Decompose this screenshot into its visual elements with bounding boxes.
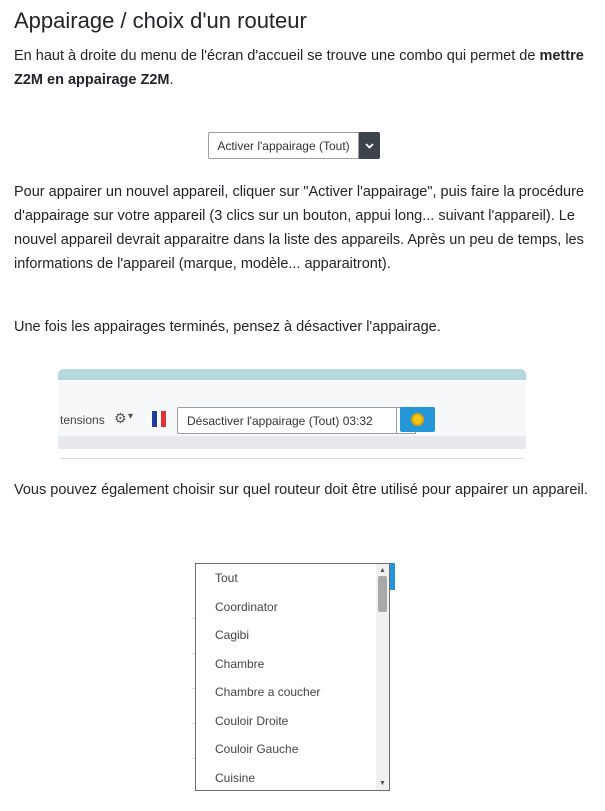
toolbar-screenshot-figure: [58, 369, 526, 451]
divider: [60, 458, 523, 459]
router-select-dropdown[interactable]: [195, 563, 390, 791]
toolbar-bottom-strip: [58, 436, 526, 449]
router-option[interactable]: Cuisine: [215, 770, 256, 785]
header-strip: [58, 369, 526, 380]
scrollbar-thumb[interactable]: [378, 576, 387, 612]
chevron-down-icon[interactable]: [359, 132, 380, 159]
intro-strong: mettre Z2M en appairage Z2M: [14, 48, 584, 88]
router-option[interactable]: Couloir Gauche: [215, 742, 299, 756]
page-title: Appairage / choix d'un routeur: [14, 8, 307, 33]
intro-paragraph: [14, 44, 594, 92]
router-choice-paragraph: Vous pouvez également choisir sur quel routeur doit être utilisé pour appairer un appareil.: [14, 482, 588, 498]
router-option-list: [196, 564, 376, 791]
gear-icon[interactable]: ⚙: [114, 410, 127, 426]
sun-icon: [411, 413, 424, 426]
scroll-up-icon[interactable]: ▲: [379, 567, 386, 574]
router-option[interactable]: Chambre: [215, 656, 265, 671]
router-option[interactable]: Chambre a coucher: [215, 685, 321, 699]
intro-end: .: [169, 72, 174, 88]
router-dropdown-figure: [190, 555, 400, 793]
scroll-down-icon[interactable]: ▼: [379, 780, 386, 787]
router-option[interactable]: Coordinator: [215, 599, 278, 614]
pairing-instructions-paragraph: Pour appairer un nouvel appareil, cliquer sur "Activer l'appairage", puis faire la procédure d'appairage sur votre appareil (3 clics sur un bouton, appui long... suivant l'appareil). Le nouvel appareil devrait apparaitre dans la liste des appareils. Après un peu de temps, les informations de l'appareil (marque, modèle... apparaitront).: [14, 184, 585, 272]
pairing-combo[interactable]: Activer l'appairage (Tout): [208, 132, 359, 159]
router-option[interactable]: Couloir Droite: [215, 713, 289, 728]
deactivate-reminder-paragraph: Une fois les appairages terminés, pensez à désactiver l'appairage.: [14, 319, 441, 335]
router-option[interactable]: Cagibi: [215, 628, 250, 642]
chevron-down-icon: ▾: [128, 411, 134, 422]
toolbar: [58, 380, 526, 436]
scrollbar[interactable]: [376, 564, 389, 790]
router-option[interactable]: Tout: [215, 571, 238, 585]
france-flag-icon[interactable]: [152, 411, 166, 427]
pairing-combo[interactable]: Désactiver l'appairage (Tout) 03:32: [177, 407, 397, 434]
pairing-combo-figure: [208, 132, 380, 159]
intro-text: En haut à droite du menu de l'écran d'accueil se trouve une combo qui permet de: [14, 48, 540, 64]
theme-toggle-button[interactable]: [400, 407, 435, 432]
extensions-menu[interactable]: tensions: [60, 413, 105, 427]
